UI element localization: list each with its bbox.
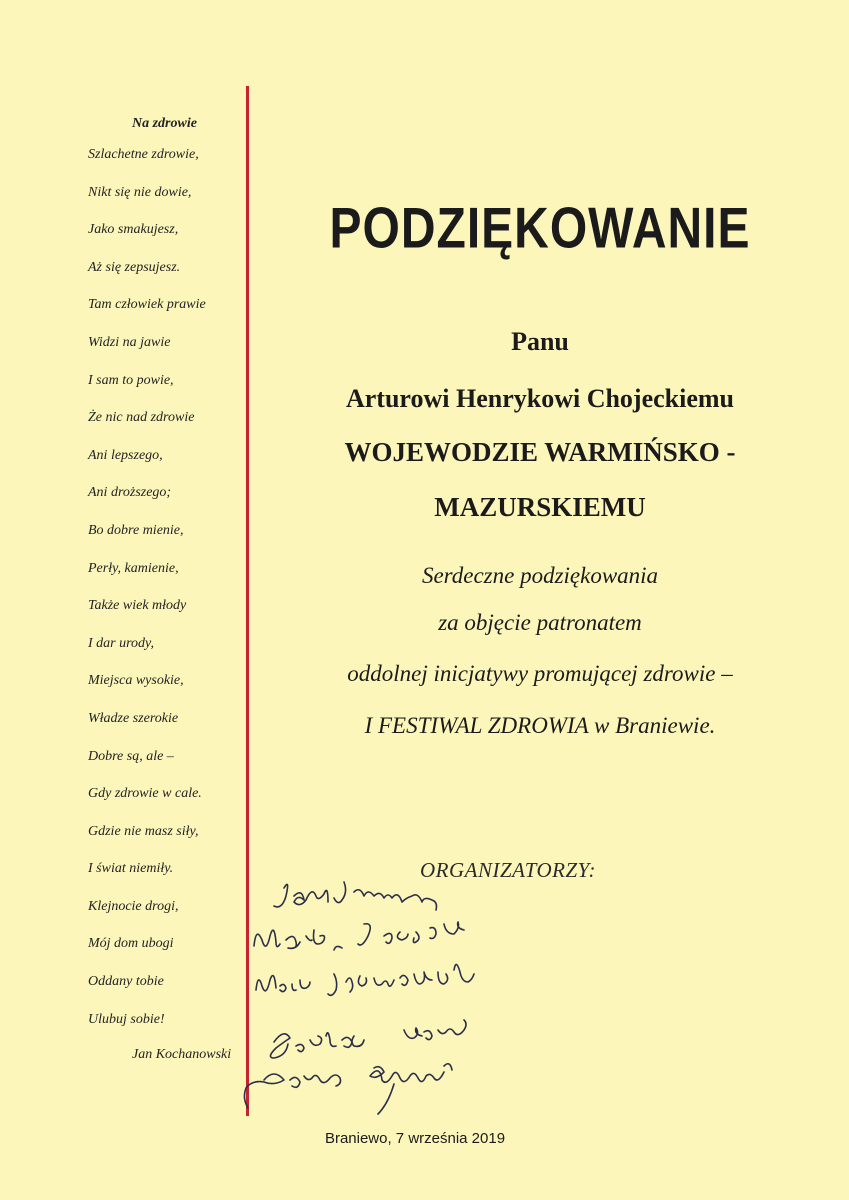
message-line-4: I FESTIWAL ZDROWIA w Braniewie. (364, 713, 716, 738)
poem-line: Widzi na jawie (88, 334, 171, 350)
poem-line: Nikt się nie dowie, (88, 184, 192, 200)
message-line-1: Serdeczne podziękowania (421, 563, 659, 588)
poem-line: Także wiek młody (88, 598, 187, 614)
certificate-title: PODZIĘKOWANIE (329, 197, 751, 261)
signature-2 (254, 922, 464, 950)
message-line-3: oddolnej inicjatywy promującej zdrowie – (347, 661, 733, 686)
poem-line: Jako smakujesz, (88, 222, 179, 238)
poem-line: Władze szerokie (88, 710, 179, 726)
poem-line: I świat niemiły. (88, 861, 174, 877)
message-line-2: za objęcie patronatem (438, 610, 642, 635)
place-and-date: Braniewo, 7 września 2019 (324, 1130, 506, 1147)
poem-line: I sam to powie, (88, 372, 174, 388)
poem-line: Dobre są, ale – (88, 748, 174, 764)
poem-author: Jan Kochanowski (132, 1047, 232, 1062)
poem-line: I dar urody, (88, 635, 154, 651)
poem-line: Że nic nad zdrowie (88, 410, 195, 426)
salutation: Panu (511, 327, 569, 356)
signature-5 (244, 1064, 452, 1114)
poem-lines (88, 146, 206, 1048)
poem-line: Perły, kamienie, (88, 560, 179, 576)
signature-1 (274, 882, 437, 910)
poem-line: Gdy zdrowie w cale. (88, 786, 202, 802)
poem-title: Na zdrowie (132, 116, 197, 131)
recipient-role-line-1: WOJEWODZIE WARMIŃSKO - (344, 437, 736, 467)
poem-line: Ani droższego; (88, 485, 172, 501)
poem-line: Mój dom ubogi (88, 936, 174, 952)
poem-line: Ulubuj sobie! (88, 1011, 165, 1027)
poem-line: Ani lepszego, (88, 447, 163, 463)
poem-line: Gdzie nie masz siły, (88, 823, 199, 839)
poem-line: Tam człowiek prawie (88, 297, 206, 313)
signature-4 (270, 1020, 466, 1058)
poem-line: Bo dobre mienie, (88, 522, 184, 538)
poem-line: Szlachetne zdrowie, (88, 147, 199, 162)
poem-line: Miejsca wysokie, (88, 673, 184, 689)
handwritten-signatures (234, 870, 554, 1120)
recipient-name: Arturowi Henrykowi Chojeckiemu (345, 384, 735, 413)
recipient-role-line-2: MAZURSKIEMU (434, 492, 646, 522)
poem-line: Klejnocie drogi, (88, 898, 179, 914)
poem-line: Oddany tobie (88, 974, 164, 990)
poem-line: Aż się zepsujesz. (88, 259, 181, 275)
signature-3 (256, 964, 474, 995)
organizers-label: ORGANIZATORZY: (420, 858, 596, 882)
